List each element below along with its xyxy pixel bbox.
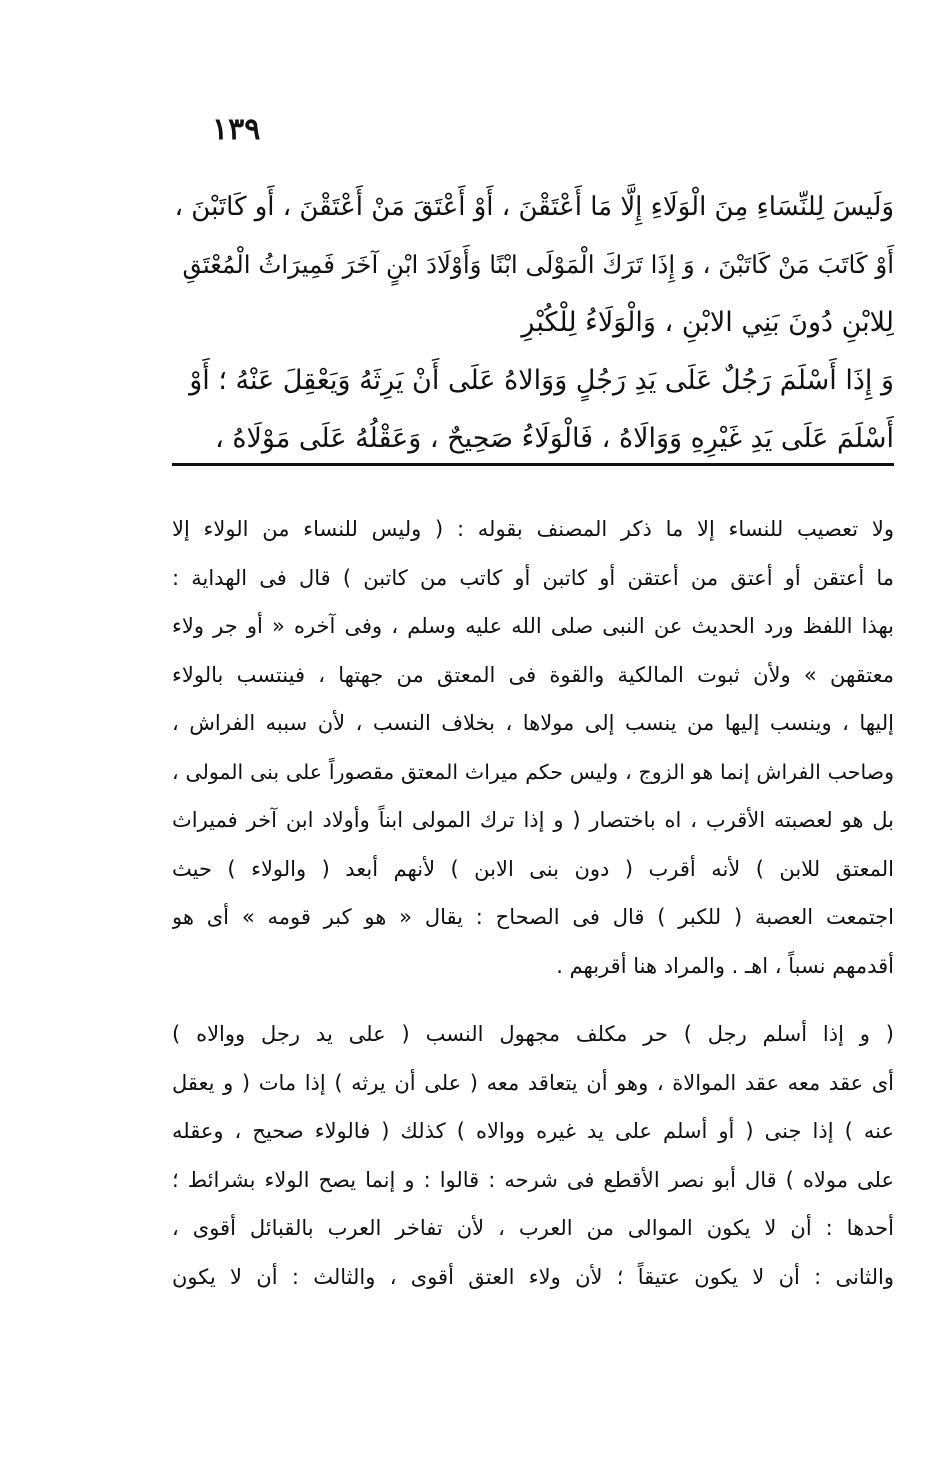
commentary-line: والثانى : أن لا يكون عتيقاً ؛ لأن ولاء العتق أقوى ، والثالث : أن لا يكون xyxy=(172,1264,894,1289)
commentary-line: اجتمعت العصبة ( للكبر ) قال فى الصحاح : يقال « هو كبر قومه » أى هو xyxy=(172,905,894,929)
commentary-line: إليها ، وينسب إليها من ينسب إلى مولاها ، بخلاف النسب ، لأن سببه الفراش ، xyxy=(172,711,894,735)
main-text xyxy=(172,178,894,468)
commentary-line: أى عقد معه عقد الموالاة ، وهو أن يتعاقد معه ( على أن يرثه ) إذا مات ( و يعقل xyxy=(172,1070,894,1095)
commentary-line: ما أعتقن أو أعتق من أعتقن أو كاتبن أو كاتب من كاتبن ) قال فى الهداية : xyxy=(172,565,894,590)
main-line: أَسْلَمَ عَلَى يَدِ غَيْرِهِ وَوَالَاهُ ، فَالْوَلَاءُ صَحِيحٌ ، وَعَقْلُهُ عَلَى مَوْلَاهُ ، xyxy=(215,423,894,454)
commentary-line: عنه ) إذا جنى ( أو أسلم على يد غيره ووالاه ) كذلك ( فالولاء صحيح ، وعقله xyxy=(172,1119,894,1143)
commentary-line: معتقهن » ولأن ثبوت المالكية والقوة فى المعتق من جهتها ، فينتسب بالولاء xyxy=(172,662,894,687)
commentary-line: وصاحب الفراش إنما هو الزوج ، وليس حكم ميراث المعتق مقصوراً على بنى المولى ، xyxy=(172,759,894,784)
main-paragraph xyxy=(172,178,894,352)
section-divider xyxy=(172,463,894,466)
commentary-line: على مولاه ) قال أبو نصر الأقطع فى شرحه : قالوا : و إنما يصح الولاء بشرائط ؛ xyxy=(172,1167,894,1192)
commentary-line: ولا تعصيب للنساء إلا ما ذكر المصنف بقوله : ( وليس للنساء من الولاء إلا xyxy=(172,517,894,541)
commentary-paragraph xyxy=(172,1010,894,1301)
commentary-line: بهذا اللفظ ورد الحديث عن النبى صلى الله عليه وسلم ، وفى آخره « أو جر ولاء xyxy=(172,614,894,638)
commentary-line: أحدها : أن لا يكون الموالى من العرب ، لأن تفاخر العرب بالقبائل أقوى ، xyxy=(172,1216,894,1240)
main-paragraph xyxy=(172,352,894,468)
commentary-line: ( و إذا أسلم رجل ) حر مكلف مجهول النسب ( على يد رجل ووالاه ) xyxy=(172,1022,894,1046)
commentary-line: أقدمهم نسباً ، اهـ . والمراد هنا أقربهم . xyxy=(556,953,894,978)
commentary-line: بل هو لعصبته الأقرب ، اه باختصار ( و إذا ترك المولى ابناً وأولاد ابن آخر فميراث xyxy=(172,808,894,832)
commentary-line: المعتق للابن ) لأنه أقرب ( دون بنى الابن ) لأنهم أبعد ( والولاء ) حيث xyxy=(172,856,894,881)
main-line: لِلابْنِ دُونَ بَنِي الابْنِ ، وَالْوَلَاءُ لِلْكُبْرِ xyxy=(521,307,894,338)
commentary-text xyxy=(172,505,894,1301)
paragraph-gap xyxy=(172,990,894,1010)
commentary-paragraph xyxy=(172,505,894,990)
main-line: وَ إِذَا أَسْلَمَ رَجُلٌ عَلَى يَدِ رَجُلٍ وَوَالاهُ عَلَى أَنْ يَرِثَهُ وَيَعْقِلَ عَنْهُ ؛ أَوْ xyxy=(189,365,894,396)
main-line: وَلَيسَ لِلنِّسَاءِ مِنَ الْوَلَاءِ إِلَّا مَا أَعْتَقْنَ ، أَوْ أَعْتَقَ مَنْ أَعْتَقْنَ ، أَو كَاتَبْنَ ، xyxy=(174,192,894,222)
page-number: ١٣٩ xyxy=(212,112,261,147)
main-line: أَوْ كَاتَبَ مَنْ كَاتَبْنَ ، وَ إِذَا تَرَكَ الْمَوْلَى ابْنًا وَأَوْلَادَ ابْنٍ آخَرَ فَمِيرَاثُ الْمُعْتَقِ xyxy=(182,250,894,279)
